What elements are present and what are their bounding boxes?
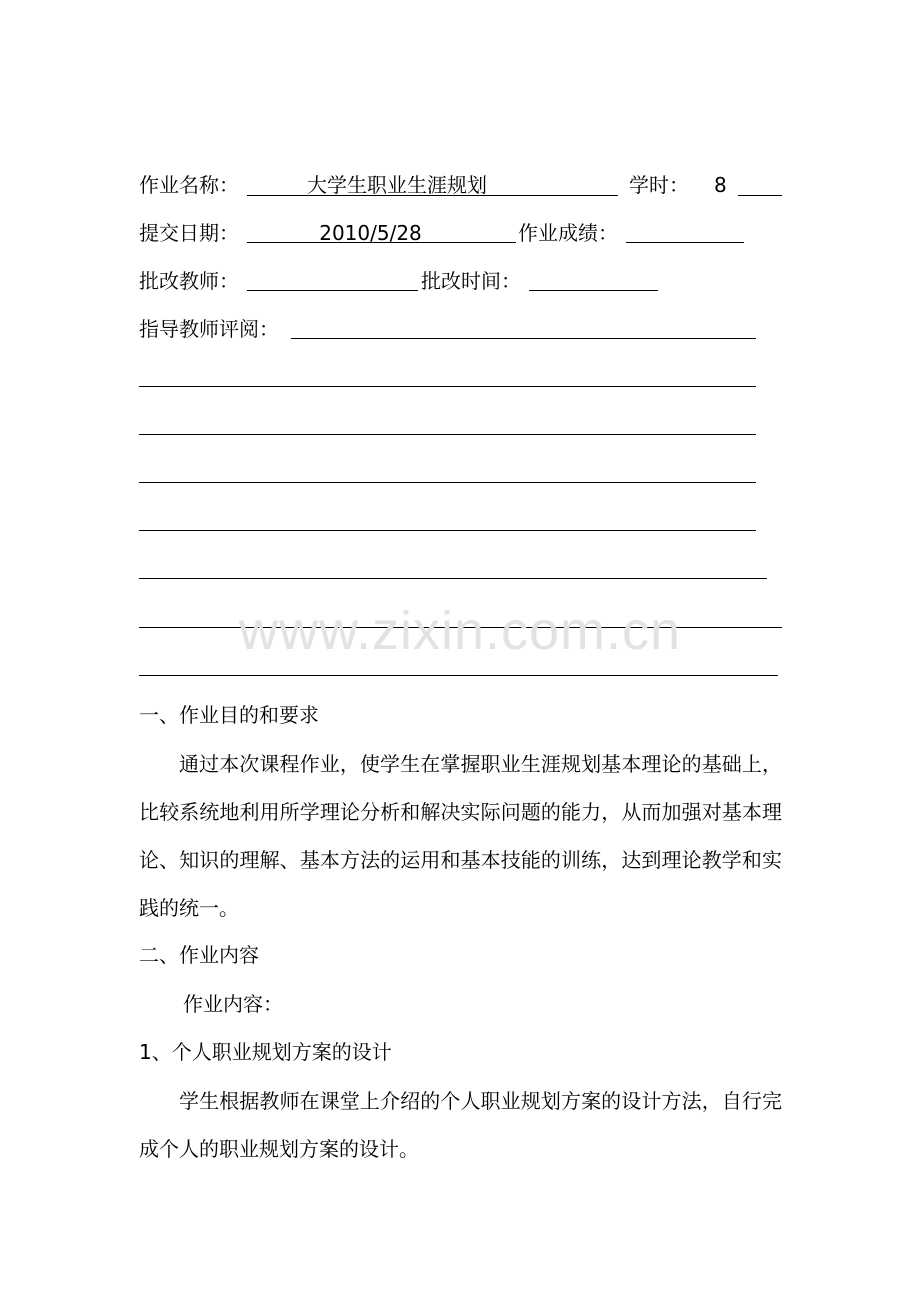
hours-value: 8	[714, 173, 727, 197]
comment-line	[139, 386, 756, 387]
comment-line	[139, 675, 778, 676]
submit-date-label: 提交日期：	[139, 221, 239, 245]
grade-underline	[626, 242, 744, 243]
grade-label: 作业成绩：	[518, 221, 618, 245]
comment-line	[139, 578, 767, 579]
hours-label: 学时：	[629, 173, 689, 197]
grading-time-underline	[529, 290, 658, 291]
hours-underline	[738, 195, 782, 196]
grading-time-label: 批改时间：	[421, 269, 521, 293]
section-heading: 1、个人职业规划方案的设计	[139, 1040, 392, 1064]
section-heading: 二、作业内容	[139, 943, 259, 967]
section-paragraph: 通过本次课程作业，使学生在掌握职业生涯规划基本理论的基础上，比较系统地利用所学理论分析和解决实际问题的能力，从而加强对基本理论、知识的理解、基本方法的运用和基本技能的训练，达到理论教学和实践的统一。	[139, 752, 782, 920]
submit-date-value: 2010/5/28	[319, 221, 422, 245]
grader-label: 批改教师：	[139, 269, 239, 293]
review-label: 指导教师评阅：	[139, 317, 279, 341]
assignment-name-value: 大学生职业生涯规划	[307, 173, 487, 197]
assignment-name-label: 作业名称：	[139, 173, 239, 197]
section-paragraph: 学生根据教师在课堂上介绍的个人职业规划方案的设计方法，自行完成个人的职业规划方案的设计。	[139, 1089, 782, 1161]
watermark: www.zixin.com.cn	[238, 601, 682, 661]
comment-line	[139, 627, 782, 628]
section-paragraph: 作业内容：	[183, 992, 283, 1016]
section-heading: 一、作业目的和要求	[139, 703, 319, 727]
review-underline	[291, 338, 756, 339]
comment-line	[139, 482, 756, 483]
grader-underline	[247, 290, 418, 291]
comment-line	[139, 434, 756, 435]
comment-line	[139, 530, 756, 531]
